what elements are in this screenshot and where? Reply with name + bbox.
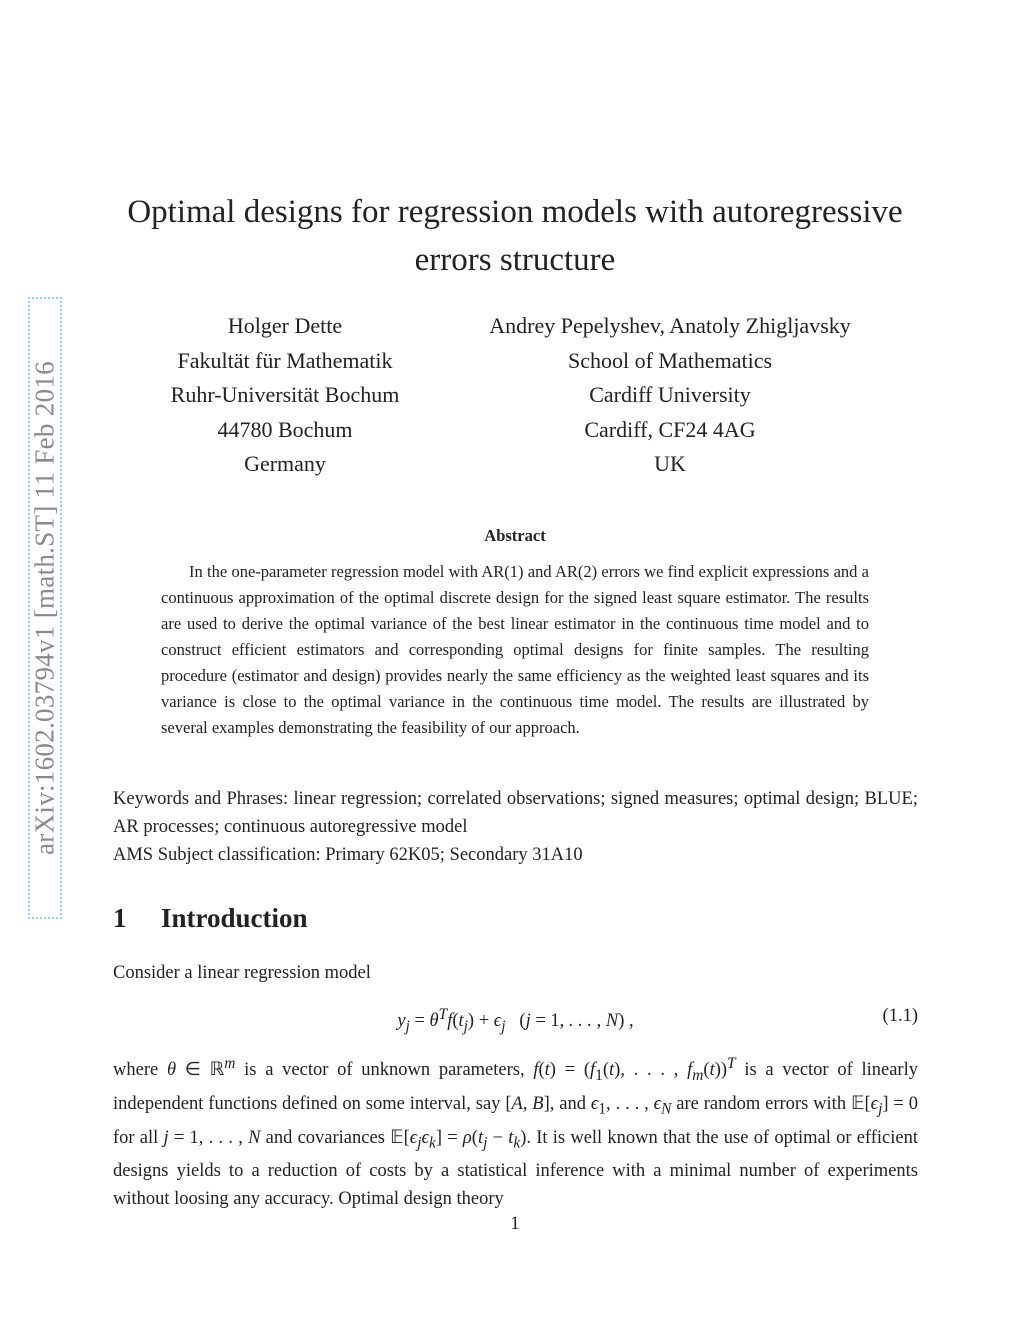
author-institution: Cardiff University	[589, 382, 751, 407]
author-country: UK	[654, 451, 686, 476]
author-city: 44780 Bochum	[217, 416, 353, 442]
section-number: 1	[113, 903, 127, 933]
author-block-right	[450, 309, 890, 482]
abstract-text: In the one-parameter regression model with AR(1) and AR(2) errors we find explicit expressions and a continuous approximation of the optimal discrete design for the signed least square estimator. The results are used to derive the optimal variance of the best linear estimator in the continuous time model and to construct efficient estimators and corresponding optimal designs for finite samples. The resulting procedure (estimator and design) provides nearly the same efficiency as the weighted least squares and its variance is close to the optimal variance in the continuous time model. The results are illustrated by several examples demonstrating the feasibility of our approach.	[161, 562, 869, 737]
author-department: School of Mathematics	[567, 347, 773, 373]
author-city: Cardiff, CF24 4AG	[584, 416, 756, 442]
paper-title	[90, 188, 940, 284]
title-line-2: errors structure	[414, 242, 616, 278]
author-department: Fakultät für Mathematik	[177, 347, 393, 373]
title-line-1: Optimal designs for regression models with autoregressive	[127, 194, 903, 230]
equation-number: (1.1)	[882, 1006, 918, 1026]
author-block-left	[130, 309, 440, 482]
author-name: Holger Dette	[227, 313, 343, 338]
keywords: Keywords and Phrases: linear regression; correlated observations; signed measures; optimal design; BLUE; AR processes; continuous autoregressive model	[113, 789, 918, 837]
intro-paragraph: where θ ∈ ℝ$^m$ is a vector of unknown parameters, $f(t) = (f_1(t)$, . . . , $f_m(t))^T$ is a vector of linearly independent functions defined on some interval, say [A, B], and $\epsilon_1$, . . . , $\epsilon_N$ are random errors with $𝔼[\epsilon_j] = 0$ for all j = 1, . . . , N and covariances $𝔼[\epsilon_j\epsilon_k] = \rho(t_j - t_k)$. It is well known that the use of optimal or efficient designs yields to a reduction of costs by a statistical inference with a minimal number of experiments without loosing any accuracy. Optimal design theory	[113, 1055, 919, 1210]
author-country: Germany	[244, 451, 326, 476]
ams-classification: AMS Subject classification: Primary 62K05; Secondary 31A10	[113, 845, 583, 865]
arxiv-identifier: arXiv:1602.03794v1 [math.ST] 11 Feb 2016	[29, 361, 60, 855]
section-title: Introduction	[161, 903, 308, 933]
intro-lead-text: Consider a linear regression model	[113, 963, 371, 983]
equation-1-1	[113, 1006, 918, 1036]
arxiv-stamp	[28, 297, 62, 919]
abstract-heading: Abstract	[484, 526, 546, 545]
page-number: 1	[510, 1214, 520, 1234]
author-institution: Ruhr-Universität Bochum	[170, 382, 400, 407]
section-heading	[113, 903, 308, 934]
equation-body: $y_j = \theta^Tf(t_j) + \epsilon_j$ (j = 1, . . . , N) ,	[397, 1006, 634, 1035]
author-name: Andrey Pepelyshev, Anatoly Zhigljavsky	[489, 313, 851, 338]
